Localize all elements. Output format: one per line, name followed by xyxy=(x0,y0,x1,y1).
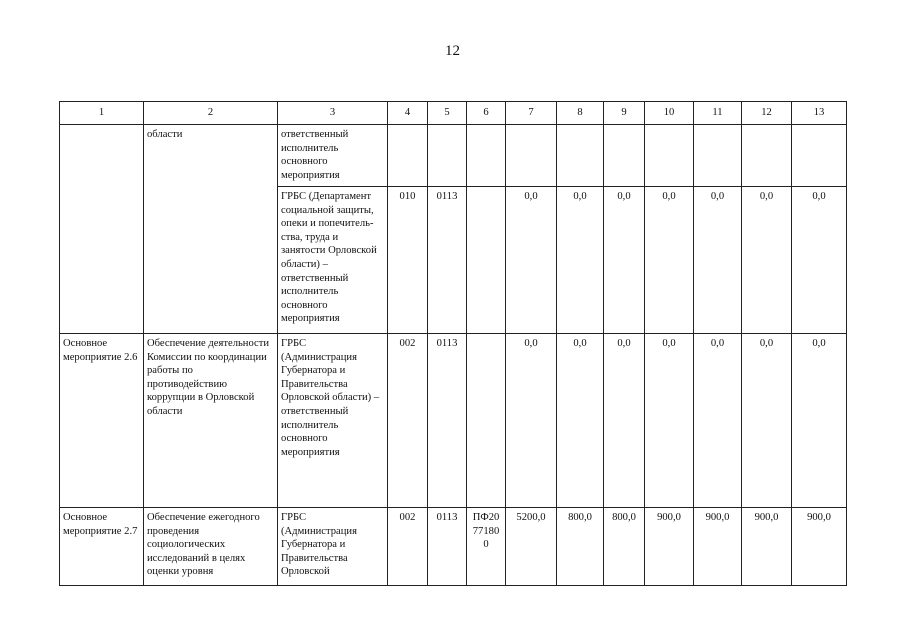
column-header: 10 xyxy=(645,102,694,125)
column-header: 7 xyxy=(506,102,557,125)
value-cell xyxy=(467,187,506,334)
budget-table xyxy=(59,101,847,586)
value-cell: 0113 xyxy=(428,508,467,586)
column-header: 2 xyxy=(144,102,278,125)
value-cell: 010 xyxy=(388,187,428,334)
value-cell: 900,0 xyxy=(742,508,792,586)
measure-cell: Основное мероприятие 2.7 xyxy=(60,508,144,586)
value-cell: 0,0 xyxy=(645,187,694,334)
value-cell: 002 xyxy=(388,334,428,508)
column-header: 11 xyxy=(694,102,742,125)
value-cell: 0,0 xyxy=(742,187,792,334)
value-cell: 0,0 xyxy=(506,334,557,508)
column-header: 6 xyxy=(467,102,506,125)
value-cell: 0,0 xyxy=(792,334,847,508)
responsible-cell: ГРБС (Администрация Губернатора и Правительства Орловской xyxy=(278,508,388,586)
column-header: 12 xyxy=(742,102,792,125)
column-header: 5 xyxy=(428,102,467,125)
value-cell: 0113 xyxy=(428,187,467,334)
value-cell xyxy=(388,125,428,187)
value-cell xyxy=(792,125,847,187)
column-header: 9 xyxy=(604,102,645,125)
column-header: 4 xyxy=(388,102,428,125)
description-cell: области xyxy=(144,125,278,334)
page-number: 12 xyxy=(445,43,460,59)
value-cell xyxy=(467,334,506,508)
value-cell: 800,0 xyxy=(557,508,604,586)
measure-cell xyxy=(60,125,144,334)
value-cell: 0,0 xyxy=(604,334,645,508)
value-cell: 0113 xyxy=(428,334,467,508)
column-header: 1 xyxy=(60,102,144,125)
header-row xyxy=(60,102,847,125)
value-cell: 0,0 xyxy=(694,334,742,508)
value-cell: 0,0 xyxy=(645,334,694,508)
responsible-cell: ответственный исполнитель основного мероприятия xyxy=(278,125,388,187)
value-cell: 002 xyxy=(388,508,428,586)
responsible-cell: ГРБС (Администрация Губернатора и Правительства Орловской области) – ответственный исполнитель основного мероприятия xyxy=(278,334,388,508)
column-header: 3 xyxy=(278,102,388,125)
value-cell xyxy=(742,125,792,187)
value-cell: 900,0 xyxy=(792,508,847,586)
value-cell xyxy=(467,125,506,187)
value-cell xyxy=(645,125,694,187)
value-cell xyxy=(604,125,645,187)
description-cell: Обеспечение деятельности Комиссии по координации работы по противодействию коррупции в Орловской области xyxy=(144,334,278,508)
value-cell: 900,0 xyxy=(694,508,742,586)
value-cell: 0,0 xyxy=(604,187,645,334)
responsible-cell: ГРБС (Департамент социальной защиты, опеки и попечитель-ства, труда и занятости Орловской области) – ответственный исполнитель основного мероприятия xyxy=(278,187,388,334)
value-cell xyxy=(694,125,742,187)
table-row xyxy=(60,125,847,187)
value-cell: 0,0 xyxy=(557,187,604,334)
value-cell xyxy=(428,125,467,187)
value-cell: 800,0 xyxy=(604,508,645,586)
value-cell: 0,0 xyxy=(694,187,742,334)
column-header: 13 xyxy=(792,102,847,125)
description-cell: Обеспечение ежегодного проведения социологических исследований в целях оценки уровня xyxy=(144,508,278,586)
measure-cell: Основное мероприятие 2.6 xyxy=(60,334,144,508)
value-cell xyxy=(557,125,604,187)
table-row xyxy=(60,334,847,508)
value-cell: 0,0 xyxy=(742,334,792,508)
value-cell: 0,0 xyxy=(557,334,604,508)
value-cell xyxy=(506,125,557,187)
value-cell: 900,0 xyxy=(645,508,694,586)
value-cell: ПФ20 77180 0 xyxy=(467,508,506,586)
column-header: 8 xyxy=(557,102,604,125)
value-cell: 0,0 xyxy=(792,187,847,334)
value-cell: 5200,0 xyxy=(506,508,557,586)
value-cell: 0,0 xyxy=(506,187,557,334)
table-row xyxy=(60,508,847,586)
